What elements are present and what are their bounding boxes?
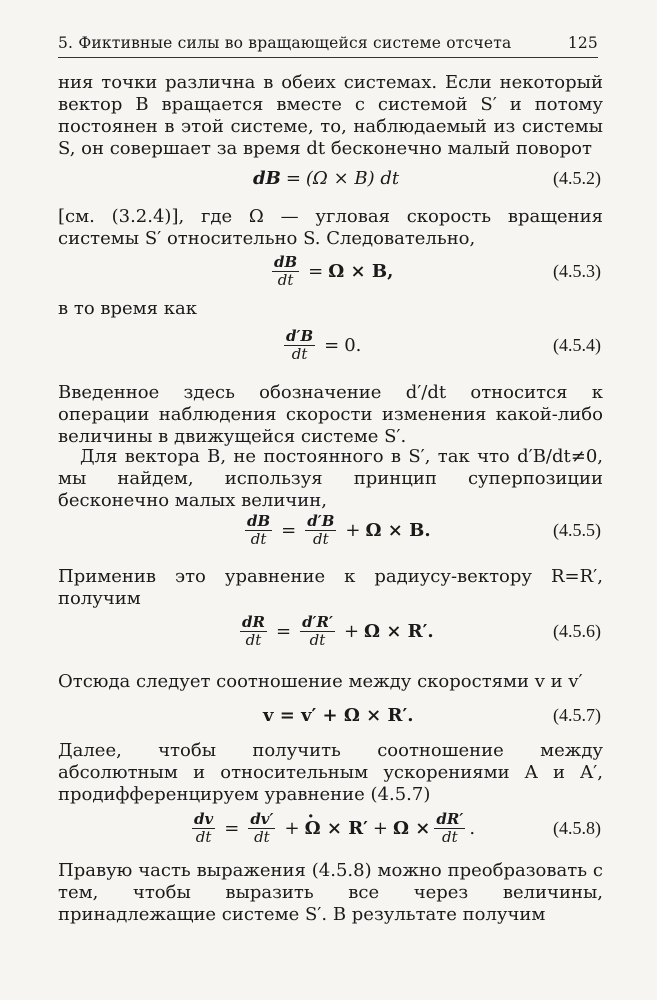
paragraph-6: Применив это уравнение к радиусу-вектору R=R′, получим: [58, 566, 603, 609]
page-number: 125: [567, 34, 598, 52]
running-header: [58, 34, 598, 52]
eq-denominator-1: dt: [195, 827, 212, 846]
eq-rhs: (Ω × B) dt: [305, 167, 400, 189]
eq-numerator-2: dv′: [250, 809, 274, 828]
eq-rhs: Ω × B,: [328, 260, 394, 282]
eq-denominator-2: dt: [313, 529, 329, 548]
equation-4-5-8: $\frac{dv}{dt}$ = $\frac{dv'}{dt}$ + · Ω × R′ + Ω × $\frac{dR'}{dt}$ . (4.5.8): [58, 805, 603, 851]
eq-denominator-2: dt: [254, 827, 270, 846]
eq-numerator: dB: [274, 252, 298, 271]
eq-formula: v = v′ + Ω × R′.: [263, 704, 414, 726]
paragraph-8: Далее, чтобы получить соотношение между абсолютным и относительным ускорениями A и A′, продифференцируем уравнение (4.5.7): [58, 740, 603, 805]
header-rule: [58, 57, 598, 58]
equation-number: (4.5.5): [553, 519, 601, 540]
equation-4-5-3: $\frac{dB}{dt}$ = Ω × B, (4.5.3): [58, 248, 603, 294]
eq-numerator-1: dv: [194, 809, 214, 828]
equation-4-5-7: [58, 692, 603, 738]
eq-denominator-1: dt: [245, 630, 262, 649]
eq-numerator-1: dB: [247, 511, 271, 530]
paragraph-9: Правую часть выражения (4.5.8) можно преобразовать с тем, чтобы выразить все через величины, принадлежащие системе S′. В результате получим: [58, 860, 603, 925]
eq-denominator: dt: [277, 270, 294, 289]
equation-4-5-5: $\frac{dB}{dt}$ = $\frac{d'B}{dt}$ + Ω × B. (4.5.5): [58, 507, 603, 553]
eq-numerator-2: d′R′: [302, 612, 333, 631]
paragraph-7: Отсюда следует соотношение между скоростями v и v′: [58, 671, 583, 692]
equation-4-5-2: dB = (Ω × B) dt (4.5.2): [58, 155, 603, 201]
paragraph-2: [см. (3.2.4)], где Ω — угловая скорость вращения системы S′ относительно S. Следовательно,: [58, 206, 603, 249]
eq-rhs: 0.: [344, 334, 362, 356]
paragraph-1: ния точки различна в обеих системах. Если некоторый вектор B вращается вместе с системой S′ и потому постоянен в этой системе, то, наблюдаемый из системы S, он совершает за время dt бесконечно малый поворот: [58, 72, 603, 159]
paragraph-5: Для вектора B, не постоянного в S′, так что d′B/dt≠0, мы найдем, используя принцип суперпозиции бесконечно малых величин,: [58, 446, 603, 511]
equation-number: (4.5.8): [553, 817, 601, 838]
eq-numerator: d′B: [286, 326, 314, 345]
eq-numerator-2: d′B: [307, 511, 335, 530]
eq-denominator-1: dt: [250, 529, 267, 548]
equation-number: (4.5.2): [553, 167, 601, 188]
eq-denominator-2: dt: [309, 630, 326, 649]
paragraph-3: в то время как: [58, 298, 197, 319]
equation-4-5-6: $\frac{dR}{dt}$ = $\frac{d'R'}{dt}$ + Ω × R′. (4.5.6): [58, 608, 603, 654]
eq-middle-term: · Ω × R′: [305, 818, 368, 839]
equation-number: (4.5.4): [553, 334, 601, 355]
eq-numerator-1: dR: [242, 612, 265, 631]
section-title: 5. Фиктивные силы во вращающейся системе отсчета: [58, 34, 512, 52]
equation-number: (4.5.3): [553, 260, 601, 281]
equation-4-5-4: $\frac{d'B}{dt}$ = 0. (4.5.4): [58, 322, 603, 368]
eq-numerator-3: dR′: [436, 809, 464, 828]
paragraph-4: Введенное здесь обозначение d′/dt относится к операции наблюдения скорости изменения какой-либо величины в движущейся системе S′.: [58, 382, 603, 447]
eq-denominator-3: dt: [442, 827, 458, 846]
eq-last-term: Ω ×: [393, 817, 431, 839]
equation-number: (4.5.7): [553, 704, 601, 725]
eq-lhs: dB: [253, 167, 281, 189]
equation-number: (4.5.6): [553, 620, 601, 641]
eq-denominator: dt: [291, 344, 308, 363]
eq-rhs: Ω × B.: [365, 519, 431, 541]
eq-rhs: Ω × R′.: [364, 620, 434, 642]
